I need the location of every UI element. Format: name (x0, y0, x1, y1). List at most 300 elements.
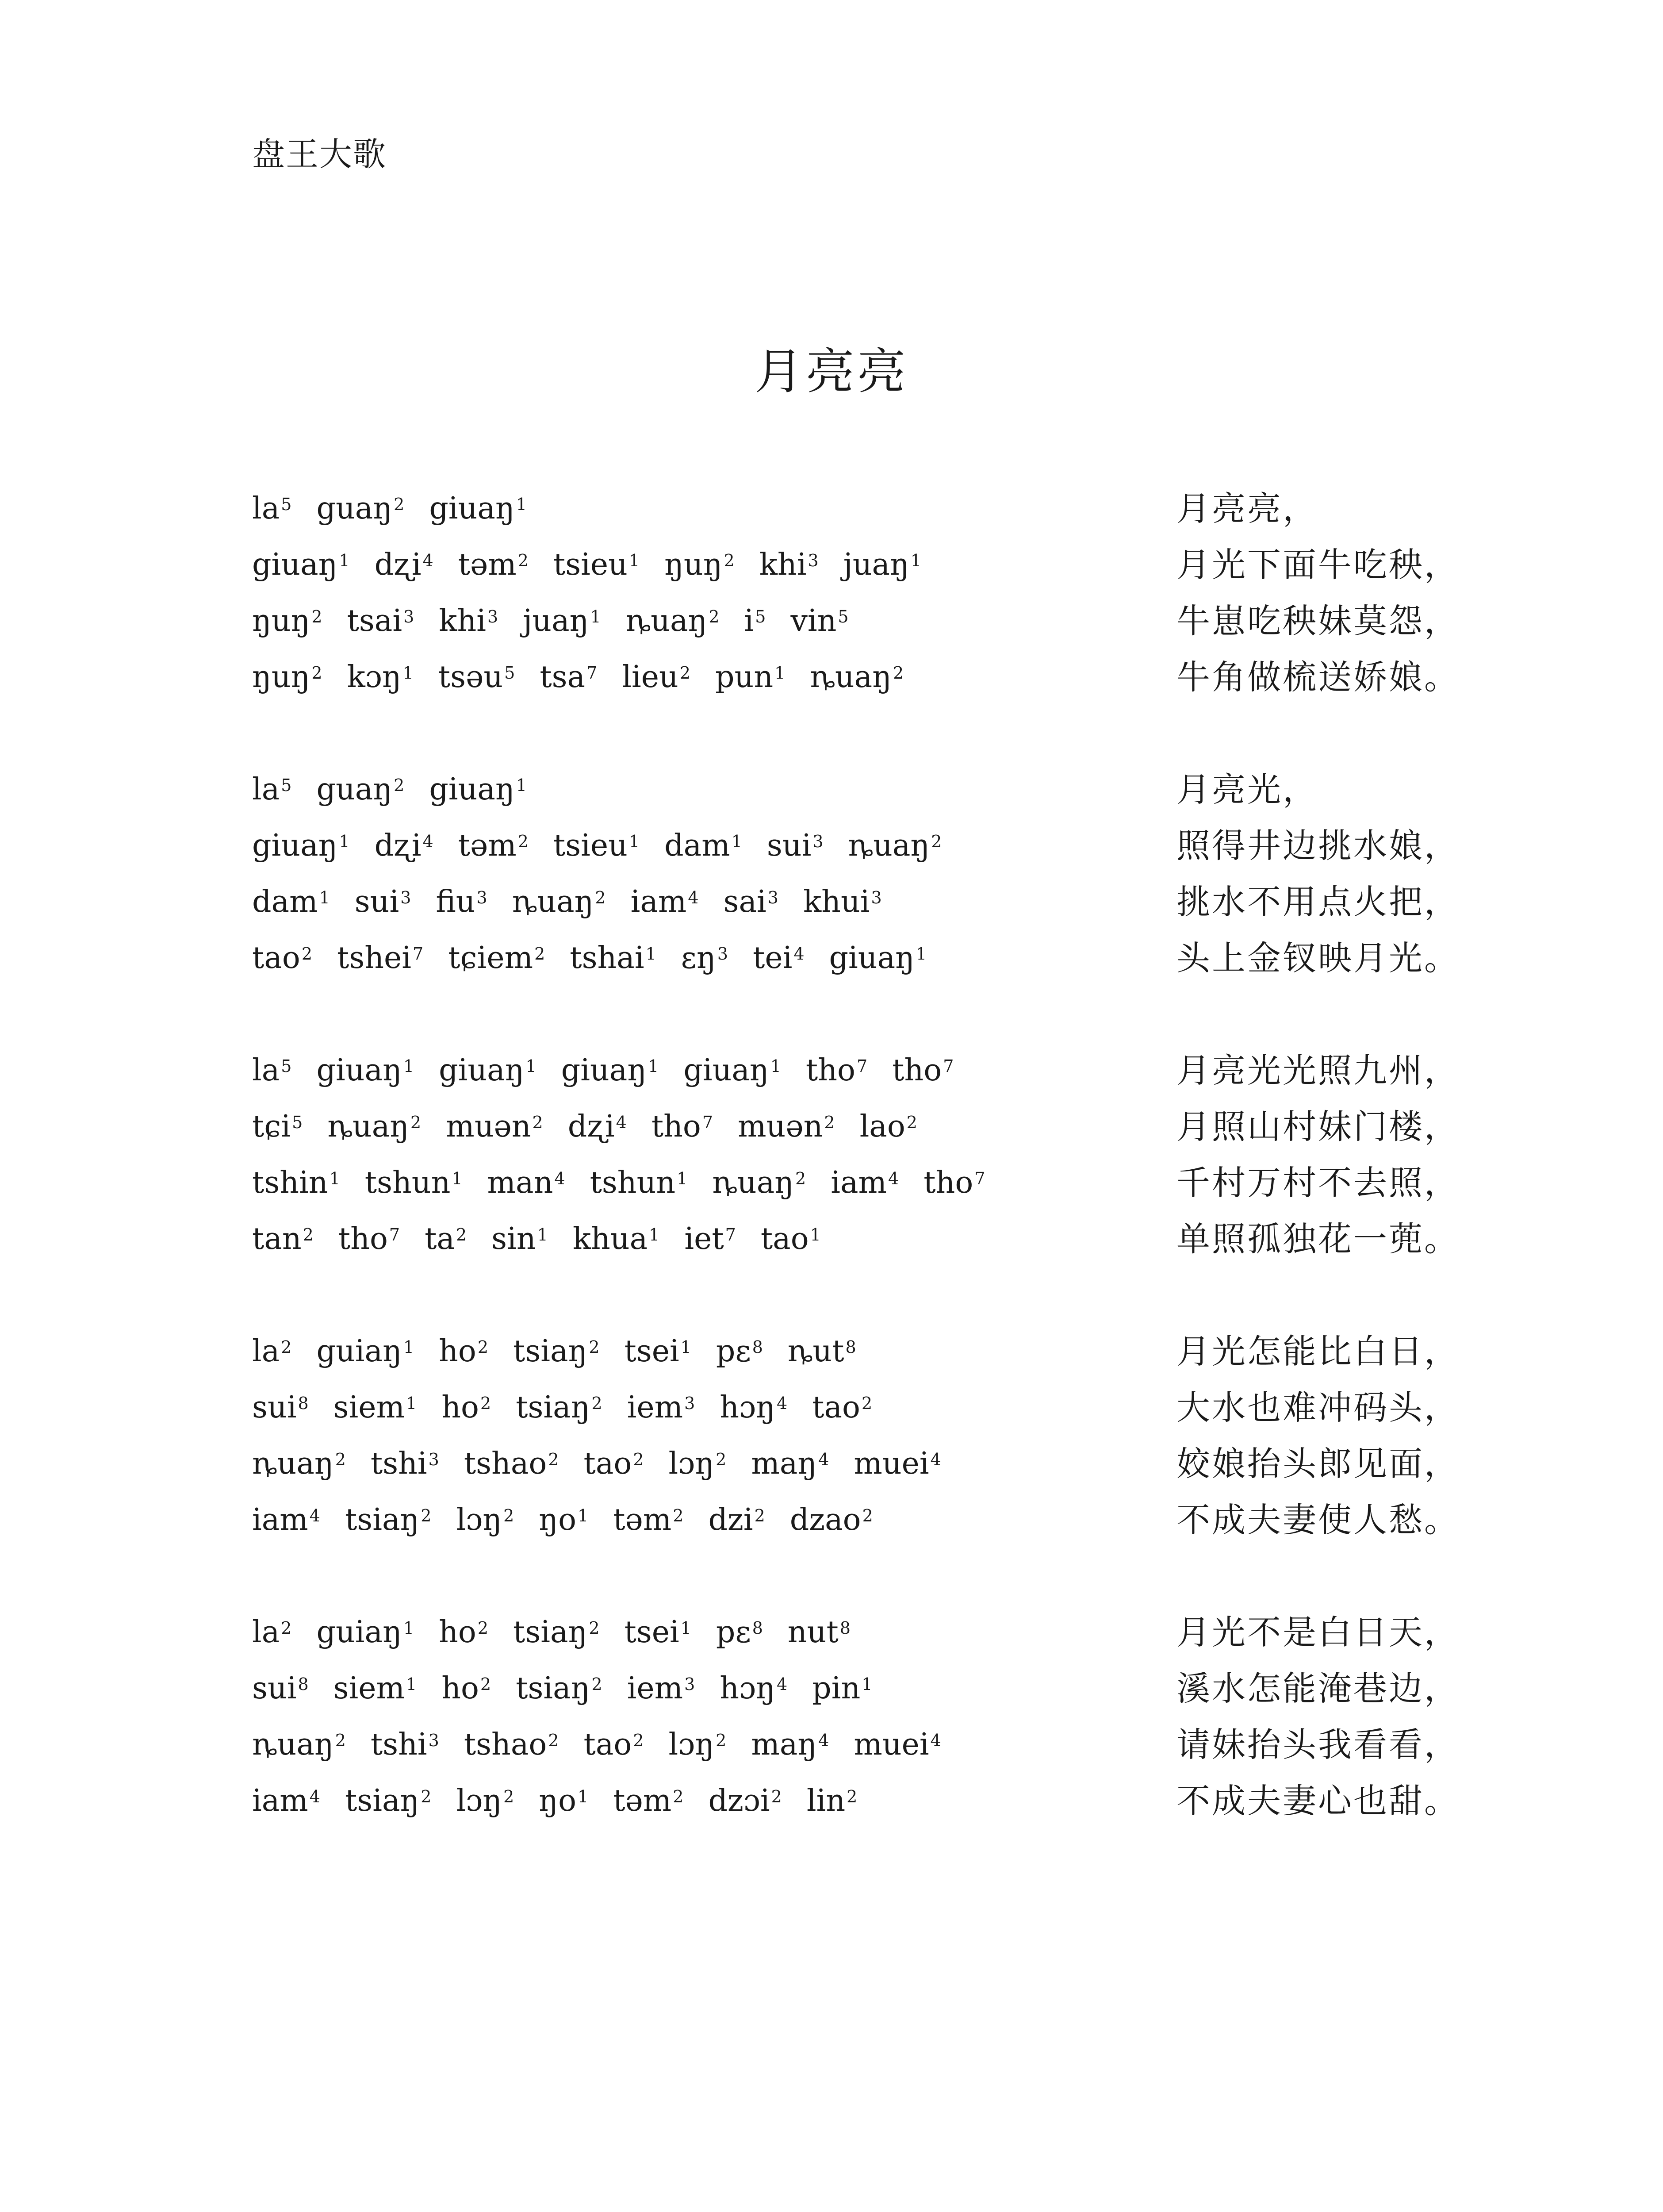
verse-line (252, 1048, 1486, 1105)
stanza (252, 1048, 1486, 1273)
syllable-text: muei (854, 1727, 929, 1762)
syllable-text: maŋ (751, 1446, 817, 1481)
romanization-line (252, 1386, 897, 1430)
romanization-line (252, 880, 907, 924)
syllable (806, 1048, 867, 1093)
syllable-text: ŋo (539, 1502, 577, 1537)
tone-number: 7 (725, 1225, 736, 1244)
chinese-line: 头上金钗映月光。 (1176, 938, 1460, 978)
tone-number: 4 (422, 832, 433, 851)
syllable (664, 824, 742, 868)
tone-number: 2 (589, 1337, 600, 1357)
tone-number: 2 (862, 1506, 873, 1525)
chinese-line: 牛角做梳送娇娘。 (1176, 657, 1460, 697)
syllable-text: pun (715, 660, 774, 695)
syllable-text: dam (252, 884, 318, 919)
tone-number: 1 (406, 1394, 417, 1413)
tone-number: 4 (818, 1731, 829, 1750)
tone-number: 1 (810, 1225, 821, 1244)
tone-number: 1 (648, 1056, 659, 1076)
syllable (539, 1498, 588, 1542)
chinese-line: 月亮亮， (1176, 489, 1318, 528)
romanization-line (252, 768, 552, 812)
tone-number: 2 (673, 1787, 684, 1806)
tone-number: 1 (628, 832, 640, 851)
syllable (252, 599, 322, 643)
tone-number: 5 (281, 1056, 292, 1076)
tone-number: 1 (649, 1225, 660, 1244)
syllable-text: guiaŋ (316, 1334, 402, 1369)
syllable (712, 1161, 806, 1205)
tone-number: 4 (688, 888, 699, 907)
tone-number: 2 (534, 944, 545, 964)
syllable-text: dʐi (567, 1109, 615, 1144)
syllable-text: siem (333, 1390, 405, 1425)
tone-number: 2 (394, 776, 405, 795)
tone-number: 3 (403, 607, 414, 626)
chinese-line: 请妹抬头我看看， (1176, 1725, 1460, 1764)
verse-line (252, 1723, 1486, 1779)
stanza (252, 1610, 1486, 1835)
tone-number: 1 (402, 663, 414, 683)
syllable-text: giuaŋ (252, 828, 338, 863)
tone-number: 2 (303, 1225, 314, 1244)
tone-number: 2 (480, 1674, 491, 1694)
syllable-text: tei (753, 941, 793, 975)
syllable-text: sai (723, 884, 766, 919)
syllable (848, 824, 942, 868)
tone-number: 2 (281, 1618, 292, 1638)
syllable-text: la (252, 1334, 280, 1369)
verse-line (252, 1667, 1486, 1723)
tone-number: 7 (856, 1056, 868, 1076)
syllable (860, 1105, 917, 1149)
tone-number: 1 (537, 1225, 548, 1244)
syllable-text: ta (425, 1221, 455, 1256)
tone-number: 3 (684, 1674, 695, 1694)
romanization-line (252, 1723, 966, 1767)
chinese-line: 月光不是白日天， (1176, 1613, 1460, 1652)
tone-number: 2 (716, 1450, 727, 1469)
syllable-text: hɔŋ (720, 1671, 775, 1706)
syllable-text: pin (812, 1671, 861, 1706)
syllable (790, 1498, 873, 1542)
syllable-text: pɛ (716, 1334, 751, 1369)
syllable (738, 1105, 835, 1149)
tone-number: 2 (503, 1787, 514, 1806)
chinese-line: 月照山村妹门楼， (1176, 1107, 1460, 1146)
syllable-text: giuaŋ (316, 1053, 402, 1088)
syllable-text: iet (684, 1221, 724, 1256)
tone-number: 2 (633, 1450, 644, 1469)
syllable (626, 599, 720, 643)
syllable-text: guaŋ (316, 772, 393, 807)
syllable-text: muən (738, 1109, 823, 1144)
tone-number: 1 (862, 1674, 873, 1694)
tone-number: 1 (329, 1169, 340, 1188)
syllable (252, 1048, 291, 1093)
syllable-text: lin (806, 1783, 846, 1818)
syllable-text: la (252, 772, 280, 807)
syllable-text: lɔŋ (668, 1727, 715, 1762)
syllable-text: iam (252, 1502, 308, 1537)
syllable-text: tshao (464, 1446, 547, 1481)
stanza (252, 1329, 1486, 1554)
tone-number: 2 (591, 1394, 602, 1413)
syllable-text: la (252, 1615, 280, 1650)
running-head: 盘王大歌 (252, 135, 387, 173)
syllable (681, 936, 728, 980)
syllable-text: ȵuaŋ (512, 884, 594, 919)
verse-line (252, 655, 1486, 711)
syllable (448, 936, 545, 980)
tone-number: 2 (335, 1450, 346, 1469)
syllable-text: sui (766, 828, 812, 863)
syllable-text: tho (805, 1053, 855, 1088)
syllable-text: iam (630, 884, 687, 919)
syllable-text: iam (252, 1783, 308, 1818)
tone-number: 2 (311, 663, 322, 683)
tone-number: 2 (477, 1618, 489, 1638)
tone-number: 2 (906, 1113, 917, 1132)
tone-number: 4 (776, 1674, 788, 1694)
tone-number: 3 (871, 888, 882, 907)
romanization-line (252, 487, 552, 531)
syllable-text: tshei (337, 941, 412, 975)
verse-line (252, 936, 1486, 992)
syllable (829, 936, 927, 980)
romanization-line (252, 1779, 882, 1823)
tone-number: 4 (422, 551, 433, 570)
syllable-text: tao (760, 1221, 809, 1256)
syllable (316, 1048, 414, 1093)
syllable (744, 599, 766, 643)
syllable-text: tsiaŋ (516, 1390, 590, 1425)
syllable-text: ȵuaŋ (252, 1446, 334, 1481)
verse-line (252, 768, 1486, 824)
chinese-line: 单照孤独花一蔸。 (1176, 1219, 1460, 1259)
syllable (561, 1048, 659, 1093)
syllable (252, 824, 350, 868)
syllable (345, 1779, 432, 1823)
tone-number: 7 (389, 1225, 400, 1244)
stanza (252, 487, 1486, 711)
verse-line (252, 824, 1486, 880)
syllable (439, 1610, 488, 1655)
tone-number: 2 (709, 607, 720, 626)
syllable-text: ho (441, 1390, 479, 1425)
syllable-text: kɔŋ (347, 660, 402, 695)
syllable (810, 655, 904, 699)
syllable (458, 824, 529, 868)
syllable (553, 543, 640, 587)
syllable (892, 1048, 954, 1093)
tone-number: 2 (421, 1787, 432, 1806)
syllable (540, 655, 597, 699)
tone-number: 2 (532, 1113, 543, 1132)
verse-line (252, 1442, 1486, 1498)
syllable-text: ȵuaŋ (252, 1727, 334, 1762)
syllable-text: muən (446, 1109, 531, 1144)
syllable (807, 1779, 857, 1823)
syllable (438, 655, 515, 699)
tone-number: 2 (480, 1394, 491, 1413)
syllable (252, 1161, 340, 1205)
syllable (513, 1329, 600, 1374)
syllable (843, 543, 921, 587)
syllable (252, 1667, 309, 1711)
syllable (753, 936, 805, 980)
tone-number: 3 (487, 607, 498, 626)
syllable (669, 1723, 727, 1767)
syllable-text: tao (812, 1390, 860, 1425)
tone-number: 3 (767, 888, 778, 907)
syllable (669, 1442, 727, 1486)
syllable (812, 1667, 872, 1711)
tone-number: 3 (476, 888, 487, 907)
syllable (441, 1667, 491, 1711)
tone-number: 1 (339, 832, 350, 851)
syllable (337, 936, 423, 980)
syllable-text: dʐi (374, 828, 421, 863)
tone-number: 2 (795, 1169, 806, 1188)
tone-number: 1 (525, 1056, 536, 1076)
tone-number: 5 (504, 663, 515, 683)
chinese-line: 不成夫妻心也甜。 (1176, 1781, 1460, 1820)
syllable (252, 1442, 346, 1486)
syllable (487, 1161, 565, 1205)
tone-number: 2 (931, 832, 942, 851)
syllable-text: tsieu (553, 828, 628, 863)
tone-number: 1 (406, 1674, 417, 1694)
syllable-text: tho (892, 1053, 942, 1088)
tone-number: 5 (281, 495, 292, 514)
syllable-text: sui (252, 1671, 297, 1706)
tone-number: 5 (292, 1113, 303, 1132)
tone-number: 7 (974, 1169, 985, 1188)
romanization-line (252, 1161, 1010, 1205)
syllable (708, 1779, 782, 1823)
tone-number: 1 (319, 888, 330, 907)
syllable (316, 1610, 414, 1655)
tone-number: 1 (628, 551, 640, 570)
syllable (584, 1442, 644, 1486)
syllable-text: maŋ (751, 1727, 817, 1762)
syllable (316, 487, 404, 531)
tone-number: 3 (428, 1450, 439, 1469)
romanization-line (252, 936, 951, 980)
tone-number: 2 (548, 1450, 559, 1469)
syllable (252, 936, 312, 980)
syllable (464, 1442, 559, 1486)
syllable-text: tho (923, 1165, 973, 1200)
tone-number: 2 (754, 1506, 765, 1525)
tone-number: 2 (716, 1731, 727, 1750)
syllable-text: tɕi (252, 1109, 291, 1144)
tone-number: 7 (586, 663, 598, 683)
syllable-text: dam (664, 828, 730, 863)
tone-number: 1 (339, 551, 350, 570)
syllable-text: giuaŋ (439, 1053, 525, 1088)
syllable (812, 1386, 872, 1430)
verse-line (252, 599, 1486, 655)
syllable (464, 1723, 559, 1767)
syllable-text: ȵut (787, 1334, 844, 1369)
syllable-text: tshai (570, 941, 644, 975)
tone-number: 8 (845, 1337, 856, 1357)
tone-number: 3 (684, 1394, 695, 1413)
tone-number: 1 (645, 944, 656, 964)
syllable (429, 487, 527, 531)
syllable-text: tsəu (438, 660, 503, 695)
syllable (512, 880, 606, 924)
tone-number: 7 (413, 944, 424, 964)
syllable-text: sin (491, 1221, 536, 1256)
syllable (371, 1723, 439, 1767)
syllable-text: lieu (622, 660, 678, 695)
syllable-text: khua (572, 1221, 648, 1256)
syllable-text: tsiaŋ (513, 1334, 588, 1369)
syllable (446, 1105, 543, 1149)
syllable (429, 768, 527, 812)
syllable (854, 1442, 941, 1486)
tone-number: 2 (503, 1506, 514, 1525)
tone-number: 2 (893, 663, 904, 683)
syllable (539, 1779, 588, 1823)
tone-number: 2 (633, 1731, 644, 1750)
syllable (252, 768, 291, 812)
romanization-line (252, 1498, 898, 1542)
verse-line (252, 1610, 1486, 1667)
syllable-text: muei (854, 1446, 929, 1481)
syllable-text: tsai (347, 603, 402, 638)
tone-number: 5 (838, 607, 849, 626)
syllable (570, 936, 656, 980)
tone-number: 8 (298, 1674, 309, 1694)
tone-number: 2 (477, 1337, 489, 1357)
chinese-line: 月亮光光照九州， (1176, 1051, 1460, 1090)
tone-number: 2 (595, 888, 606, 907)
tone-number: 1 (452, 1169, 463, 1188)
tone-number: 4 (818, 1450, 829, 1469)
syllable (627, 1386, 695, 1430)
syllable (252, 1386, 309, 1430)
syllable-text: dzɔi (708, 1783, 770, 1818)
tone-number: 1 (403, 1056, 414, 1076)
romanization-line (252, 1442, 966, 1486)
syllable-text: tsiaŋ (345, 1783, 420, 1818)
tone-number: 2 (410, 1113, 421, 1132)
tone-number: 4 (309, 1506, 320, 1525)
verse-line (252, 1498, 1486, 1554)
tone-number: 3 (808, 551, 819, 570)
verse-line (252, 1386, 1486, 1442)
syllable (345, 1498, 432, 1542)
tone-number: 4 (776, 1394, 788, 1413)
syllable (584, 1723, 644, 1767)
verse-line (252, 1217, 1486, 1273)
romanization-line (252, 824, 966, 868)
romanization-line (252, 543, 946, 587)
syllable (375, 824, 433, 868)
chinese-line: 不成夫妻使人愁。 (1176, 1500, 1460, 1540)
tone-number: 1 (770, 1056, 781, 1076)
syllable-text: iem (627, 1671, 683, 1706)
tone-number: 2 (301, 944, 312, 964)
syllable-text: giuaŋ (829, 941, 915, 975)
syllable-text: ȵuaŋ (712, 1165, 794, 1200)
syllable (788, 1610, 851, 1655)
tone-number: 4 (930, 1450, 941, 1469)
tone-number: 2 (335, 1731, 346, 1750)
verse-line (252, 1329, 1486, 1386)
syllable (456, 1498, 514, 1542)
tone-number: 1 (578, 1506, 589, 1525)
syllable-text: təm (458, 828, 517, 863)
syllable-text: ŋuŋ (664, 547, 723, 582)
syllable (573, 1217, 660, 1261)
tone-number: 3 (428, 1731, 439, 1750)
syllable (338, 1217, 400, 1261)
syllable-text: ȵuaŋ (848, 828, 930, 863)
tone-number: 5 (281, 776, 292, 795)
syllable-text: tsieu (553, 547, 628, 582)
syllable (333, 1667, 417, 1711)
romanization-line (252, 1105, 942, 1149)
syllable-text: tao (583, 1727, 632, 1762)
syllable-text: ŋo (539, 1783, 577, 1818)
syllable-text: nut (787, 1615, 839, 1650)
syllable-text: guaŋ (316, 491, 393, 526)
syllable (252, 1610, 291, 1655)
chinese-line: 照得井边挑水娘， (1176, 826, 1460, 865)
tone-number: 4 (554, 1169, 565, 1188)
romanization-line (252, 1048, 978, 1093)
syllable (790, 599, 848, 643)
tone-number: 2 (394, 495, 405, 514)
romanization-line (252, 1610, 875, 1655)
syllable-text: tɕiem (448, 941, 533, 975)
chinese-line: 溪水怎能淹巷边， (1176, 1669, 1460, 1708)
syllable-text: lɔŋ (668, 1446, 715, 1481)
syllable-text: tshao (464, 1727, 547, 1762)
tone-number: 1 (516, 776, 527, 795)
syllable-text: giuaŋ (561, 1053, 647, 1088)
syllable-text: ho (439, 1615, 476, 1650)
chinese-line: 月亮光， (1176, 770, 1318, 809)
tone-number: 1 (403, 1337, 414, 1357)
tone-number: 5 (755, 607, 766, 626)
syllable-text: la (252, 491, 280, 526)
tone-number: 7 (943, 1056, 954, 1076)
syllable-text: tshi (370, 1727, 427, 1762)
tone-number: 2 (548, 1731, 559, 1750)
syllable (761, 1217, 821, 1261)
syllable (252, 1217, 314, 1261)
syllable-text: man (487, 1165, 553, 1200)
syllable (439, 1048, 536, 1093)
tone-number: 1 (774, 663, 786, 683)
syllable-text: ŋuŋ (252, 660, 310, 695)
syllable-text: khi (759, 547, 807, 582)
tone-number: 2 (281, 1337, 292, 1357)
verse-line (252, 1105, 1486, 1161)
syllable-text: tshun (364, 1165, 451, 1200)
tone-number: 8 (752, 1618, 763, 1638)
verse-line (252, 543, 1486, 599)
tone-number: 2 (589, 1618, 600, 1638)
syllable (715, 655, 785, 699)
